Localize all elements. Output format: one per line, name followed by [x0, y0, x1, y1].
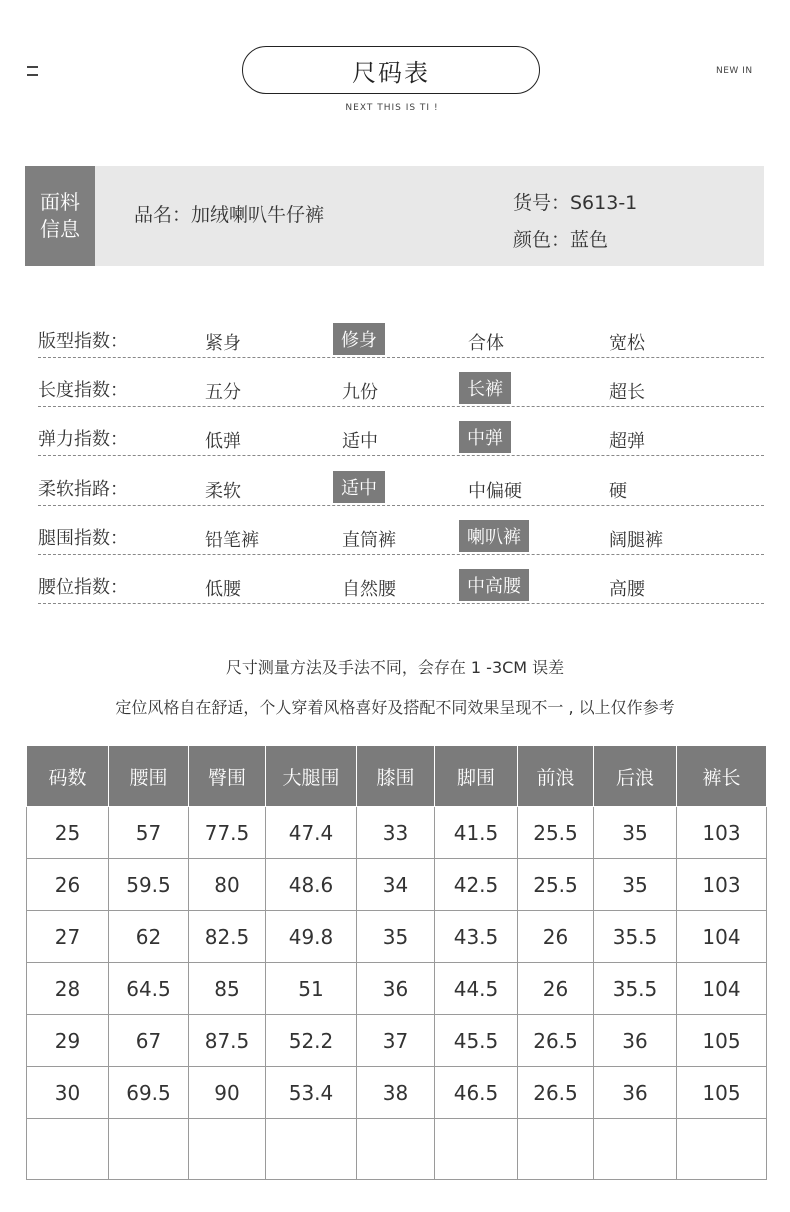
column-header: 腰围 [109, 746, 189, 807]
table-cell: 105 [677, 1015, 767, 1067]
table-cell: 34 [357, 859, 435, 911]
dashed-divider [38, 505, 764, 506]
table-cell: 42.5 [435, 859, 518, 911]
measurement-note: 尺寸测量方法及手法不同，会存在 1 -3CM 误差 [225, 658, 565, 677]
index-option: 硬 [609, 480, 627, 502]
table-cell: 29 [27, 1015, 109, 1067]
table-cell: 103 [677, 807, 767, 859]
table-cell: 43.5 [435, 911, 518, 963]
product-name: 品名：加绒喇叭牛仔裤 [134, 204, 325, 226]
fabric-info-tag [25, 166, 95, 266]
column-header: 裤长 [677, 746, 767, 807]
table-row [27, 859, 767, 911]
index-option: 适中 [342, 431, 378, 453]
table-cell-empty [27, 1119, 109, 1180]
index-option: 中偏硬 [468, 480, 522, 502]
table-cell: 104 [677, 911, 767, 963]
column-header: 大腿围 [266, 746, 357, 807]
index-option: 阔腿裤 [609, 529, 663, 551]
table-cell: 64.5 [109, 963, 189, 1015]
table-cell: 26.5 [518, 1015, 594, 1067]
table-cell: 52.2 [266, 1015, 357, 1067]
column-header: 码数 [27, 746, 109, 807]
style-note: 定位风格自在舒适，个人穿着风格喜好及搭配不同效果呈现不一 , 以上仅作参考 [115, 698, 675, 717]
index-option: 宽松 [609, 333, 645, 354]
index-option-selected: 修身 [333, 323, 385, 355]
table-cell: 25 [27, 807, 109, 859]
table-cell: 38 [357, 1067, 435, 1119]
table-cell: 37 [357, 1015, 435, 1067]
table-row [27, 911, 767, 963]
dashed-divider [38, 357, 764, 358]
fabric-info-tag-line2: 信息 [40, 217, 80, 241]
table-row-empty [27, 1119, 767, 1180]
table-cell: 77.5 [189, 807, 266, 859]
index-label: 腿围指数： [38, 527, 128, 549]
table-cell-empty [109, 1119, 189, 1180]
index-option: 九份 [342, 382, 378, 404]
index-option-selected: 喇叭裤 [459, 520, 529, 552]
dashed-divider [38, 554, 764, 555]
column-header: 前浪 [518, 746, 594, 807]
table-cell-empty [594, 1119, 677, 1180]
fabric-info-tag-line1: 面料 [40, 190, 80, 214]
table-cell: 85 [189, 963, 266, 1015]
table-cell-empty [189, 1119, 266, 1180]
table-cell-empty [518, 1119, 594, 1180]
table-cell: 26 [27, 859, 109, 911]
table-cell-empty [357, 1119, 435, 1180]
table-cell: 26 [518, 911, 594, 963]
index-label: 弹力指数： [38, 429, 128, 451]
table-cell: 35.5 [594, 911, 677, 963]
table-row [27, 1067, 767, 1119]
table-cell: 69.5 [109, 1067, 189, 1119]
index-option-selected: 适中 [333, 471, 385, 503]
dashed-divider [38, 455, 764, 456]
size-table [26, 745, 767, 1180]
table-cell: 51 [266, 963, 357, 1015]
table-cell-empty [266, 1119, 357, 1180]
index-option: 低腰 [205, 579, 241, 600]
index-option: 五分 [205, 382, 241, 404]
menu-icon[interactable] [27, 66, 38, 76]
table-cell-empty [435, 1119, 518, 1180]
table-cell: 49.8 [266, 911, 357, 963]
index-option: 超弹 [609, 431, 645, 453]
table-cell: 105 [677, 1067, 767, 1119]
index-label: 版型指数： [38, 331, 128, 352]
index-option: 铅笔裤 [205, 529, 259, 551]
table-cell: 47.4 [266, 807, 357, 859]
column-header: 臀围 [189, 746, 266, 807]
table-row [27, 1015, 767, 1067]
table-cell: 80 [189, 859, 266, 911]
index-label: 腰位指数： [38, 577, 128, 598]
index-label: 柔软指路： [38, 478, 128, 500]
table-cell: 27 [27, 911, 109, 963]
table-cell: 26.5 [518, 1067, 594, 1119]
index-option: 低弹 [205, 431, 241, 453]
dashed-divider [38, 603, 764, 604]
table-cell: 30 [27, 1067, 109, 1119]
table-cell: 26 [518, 963, 594, 1015]
table-cell: 41.5 [435, 807, 518, 859]
index-option-selected: 中高腰 [459, 569, 529, 601]
table-cell: 36 [357, 963, 435, 1015]
table-cell: 25.5 [518, 859, 594, 911]
column-header: 膝围 [357, 746, 435, 807]
table-cell: 46.5 [435, 1067, 518, 1119]
index-option: 紧身 [205, 333, 241, 354]
index-option: 直筒裤 [342, 529, 396, 551]
new-in-label: NEW IN [716, 66, 753, 76]
item-number: 货号：S613-1 [513, 192, 638, 214]
table-cell: 103 [677, 859, 767, 911]
page-subtitle: NEXT THIS IS TI ! [345, 103, 439, 113]
index-option: 合体 [468, 333, 504, 354]
table-cell: 90 [189, 1067, 266, 1119]
table-cell: 62 [109, 911, 189, 963]
table-cell: 45.5 [435, 1015, 518, 1067]
table-cell: 53.4 [266, 1067, 357, 1119]
table-cell: 28 [27, 963, 109, 1015]
table-cell: 35 [594, 859, 677, 911]
table-cell: 35 [357, 911, 435, 963]
table-cell: 33 [357, 807, 435, 859]
page-title: 尺码表 [242, 46, 540, 94]
index-label: 长度指数： [38, 380, 128, 402]
product-color: 颜色：蓝色 [513, 229, 609, 251]
index-option-selected: 长裤 [459, 372, 511, 404]
table-cell: 25.5 [518, 807, 594, 859]
table-row [27, 963, 767, 1015]
index-option: 高腰 [609, 579, 645, 600]
table-cell-empty [677, 1119, 767, 1180]
table-cell: 35 [594, 807, 677, 859]
table-cell: 104 [677, 963, 767, 1015]
index-option: 柔软 [205, 480, 241, 502]
index-option: 超长 [609, 382, 645, 404]
table-row [27, 807, 767, 859]
column-header: 脚围 [435, 746, 518, 807]
table-header-row [27, 746, 767, 807]
table-cell: 44.5 [435, 963, 518, 1015]
table-cell: 48.6 [266, 859, 357, 911]
table-cell: 36 [594, 1015, 677, 1067]
table-cell: 82.5 [189, 911, 266, 963]
dashed-divider [38, 406, 764, 407]
table-cell: 67 [109, 1015, 189, 1067]
index-option: 自然腰 [342, 579, 396, 600]
table-cell: 36 [594, 1067, 677, 1119]
table-cell: 35.5 [594, 963, 677, 1015]
table-cell: 59.5 [109, 859, 189, 911]
column-header: 后浪 [594, 746, 677, 807]
table-cell: 57 [109, 807, 189, 859]
index-option-selected: 中弹 [459, 421, 511, 453]
table-cell: 87.5 [189, 1015, 266, 1067]
